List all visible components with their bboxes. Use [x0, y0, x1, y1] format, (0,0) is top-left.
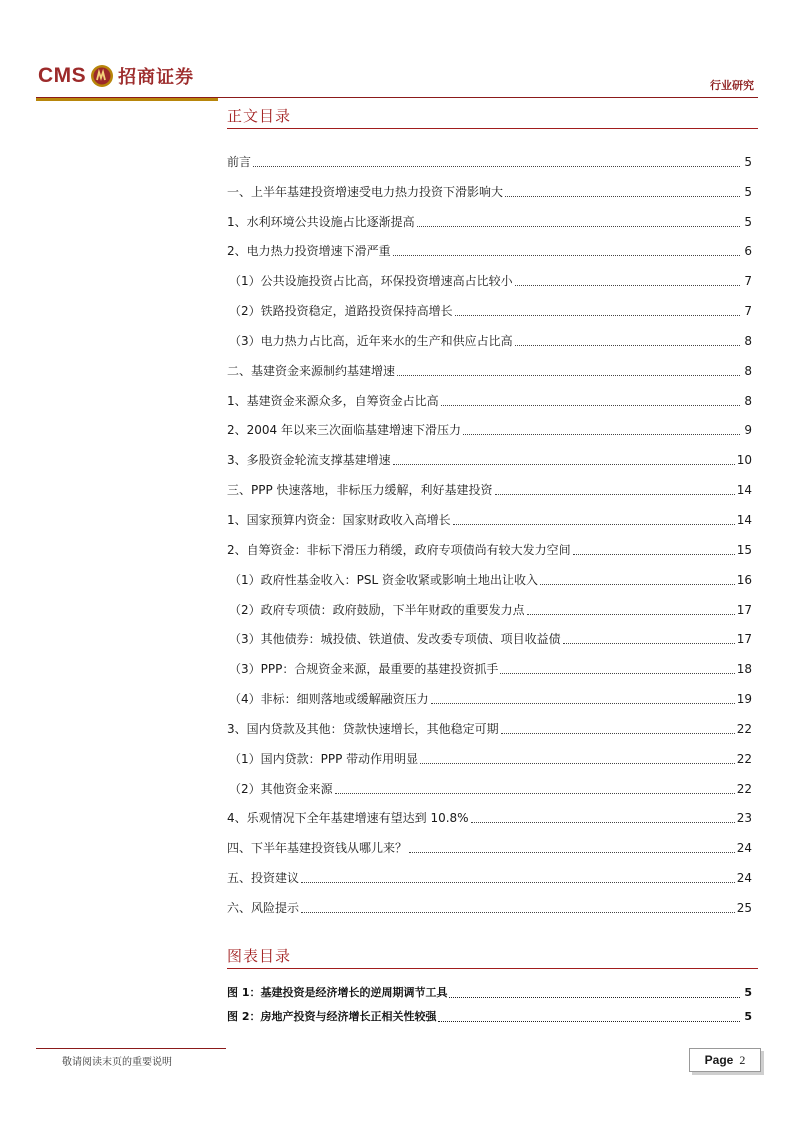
report-category: 行业研究 — [710, 79, 754, 92]
toc-entry-page-number: 14 — [736, 512, 752, 527]
dot-leader — [505, 182, 740, 197]
toc-entry[interactable] — [227, 590, 752, 620]
toc-entry-page-number: 5 — [744, 184, 752, 199]
toc-entry[interactable] — [227, 440, 752, 470]
toc-entry-text: 2、自筹资金：非标下滑压力稍缓，政府专项债尚有较大发力空间 — [227, 542, 571, 557]
dot-leader — [527, 600, 735, 615]
toc-entry[interactable] — [227, 202, 752, 232]
toc-entry-page-number: 22 — [736, 781, 752, 796]
toc-entry-text: （1）政府性基金收入：PSL 资金收紧或影响土地出让收入 — [229, 572, 538, 587]
toc-entry-text: 二、基建资金来源制约基建增速 — [227, 363, 396, 378]
toc-entry[interactable] — [227, 470, 752, 500]
dot-leader — [420, 749, 735, 764]
dot-leader — [463, 420, 740, 435]
page-label: Page — [704, 1053, 734, 1067]
dot-leader — [417, 212, 740, 227]
dot-leader — [393, 241, 740, 256]
toc-entry-page-number: 7 — [744, 304, 752, 319]
toc-entry-text: （3）PPP：合规资金来源，最重要的基建投资抓手 — [229, 662, 499, 677]
toc-entry-text: （1）公共设施投资占比高，环保投资增速高占比较小 — [229, 274, 513, 289]
toc-entry-page-number: 8 — [744, 333, 752, 348]
dot-leader — [515, 331, 740, 346]
figures-title: 图表目录 — [227, 947, 292, 965]
toc-entry-text: 2、电力热力投资增速下滑严重 — [227, 244, 391, 259]
dot-leader — [453, 510, 735, 525]
toc-entry[interactable] — [227, 232, 752, 262]
dot-leader — [500, 659, 734, 674]
toc-entry-page-number: 16 — [736, 572, 752, 587]
footer-disclaimer: 敬请阅读末页的重要说明 — [62, 1057, 172, 1068]
dot-leader — [431, 689, 735, 704]
dot-leader — [495, 480, 735, 495]
toc-entry[interactable] — [227, 769, 752, 799]
toc-entry[interactable] — [227, 142, 752, 172]
dot-leader — [563, 629, 735, 644]
page-number: 2 — [739, 1052, 746, 1067]
toc-entry-page-number: 9 — [744, 423, 752, 438]
toc-entry[interactable] — [227, 500, 752, 530]
toc-entry-page-number: 25 — [736, 900, 752, 915]
toc-entry-page-number: 19 — [736, 692, 752, 707]
toc-entry[interactable] — [227, 858, 752, 888]
figure-entry-page-number: 5 — [744, 986, 752, 999]
footer-divider — [36, 1048, 226, 1049]
toc-entry[interactable] — [227, 799, 752, 829]
toc-entry-text: 四、下半年基建投资钱从哪儿来？ — [227, 841, 408, 856]
toc-entry-text: 1、国家预算内资金：国家财政收入高增长 — [227, 512, 451, 527]
toc-entry[interactable] — [227, 172, 752, 202]
logo-text-en: CMS — [38, 64, 87, 87]
dot-leader — [455, 301, 740, 316]
dot-leader — [335, 779, 735, 794]
toc-entry[interactable] — [227, 261, 752, 291]
company-logo — [38, 62, 194, 90]
toc-entry-page-number: 5 — [744, 154, 752, 169]
toc-entry-page-number: 7 — [744, 274, 752, 289]
dot-leader — [540, 570, 735, 585]
toc-entry-page-number: 17 — [736, 602, 752, 617]
logo-text-cn: 招商证券 — [118, 67, 195, 88]
toc-entry[interactable] — [227, 888, 752, 918]
toc-entry-text: 前言 — [227, 154, 252, 169]
toc-entry-text: （4）非标：细则落地或缓解融资压力 — [229, 692, 429, 707]
toc-entry[interactable] — [227, 321, 752, 351]
figure-entry[interactable] — [227, 1002, 752, 1026]
toc-entry-text: 3、多股资金轮流支撑基建增速 — [227, 453, 391, 468]
figure-entry[interactable] — [227, 978, 752, 1002]
toc-entry[interactable] — [227, 828, 752, 858]
dot-leader — [449, 983, 740, 998]
toc-entry[interactable] — [227, 351, 752, 381]
toc-entry-text: 三、PPP 快速落地，非标压力缓解，利好基建投资 — [227, 483, 493, 498]
logo-emblem-icon — [90, 64, 114, 88]
toc-entry-page-number: 14 — [736, 483, 752, 498]
toc-entry-text: 3、国内贷款及其他：贷款快速增长，其他稳定可期 — [227, 721, 499, 736]
dot-leader — [397, 361, 740, 376]
toc-entry-page-number: 8 — [744, 393, 752, 408]
toc-entry[interactable] — [227, 291, 752, 321]
toc-entry-page-number: 24 — [736, 841, 752, 856]
toc-entry-page-number: 18 — [736, 662, 752, 677]
dot-leader — [471, 808, 735, 823]
toc-entry-page-number: 23 — [736, 811, 752, 826]
toc-entry-page-number: 15 — [736, 542, 752, 557]
dot-leader — [301, 898, 735, 913]
toc-entry-text: 五、投资建议 — [227, 871, 300, 886]
table-of-contents — [227, 142, 752, 918]
toc-entry-text: （2）铁路投资稳定，道路投资保持高增长 — [229, 304, 453, 319]
toc-entry-text: （2）其他资金来源 — [229, 781, 333, 796]
page-indicator — [689, 1048, 761, 1072]
dot-leader — [441, 391, 740, 406]
dot-leader — [438, 1007, 740, 1022]
dot-leader — [515, 271, 740, 286]
toc-entry-page-number: 6 — [744, 244, 752, 259]
toc-entry-text: 2、2004 年以来三次面临基建增速下滑压力 — [227, 423, 461, 438]
toc-entry-page-number: 22 — [736, 721, 752, 736]
toc-entry[interactable] — [227, 381, 752, 411]
toc-entry-page-number: 17 — [736, 632, 752, 647]
dot-leader — [409, 838, 735, 853]
header-accent-bar — [36, 98, 218, 101]
toc-entry-text: （3）其他债券：城投债、铁道债、发改委专项债、项目收益债 — [229, 632, 561, 647]
toc-entry-page-number: 8 — [744, 363, 752, 378]
toc-entry[interactable] — [227, 739, 752, 769]
toc-entry-page-number: 24 — [736, 871, 752, 886]
toc-entry-text: （1）国内贷款：PPP 带动作用明显 — [229, 751, 419, 766]
toc-entry[interactable] — [227, 560, 752, 590]
toc-entry-page-number: 10 — [736, 453, 752, 468]
dot-leader — [573, 540, 735, 555]
toc-entry-text: 4、乐观情况下全年基建增速有望达到 10.8% — [227, 811, 469, 826]
dot-leader — [501, 719, 735, 734]
dot-leader — [253, 152, 740, 167]
figure-list — [227, 978, 752, 1026]
figure-entry-text: 图 1：基建投资是经济增长的逆周期调节工具 — [227, 986, 448, 999]
toc-entry-text: 1、基建资金来源众多，自筹资金占比高 — [227, 393, 439, 408]
toc-entry-page-number: 5 — [744, 214, 752, 229]
toc-entry[interactable] — [227, 709, 752, 739]
toc-entry-text: 1、水利环境公共设施占比逐渐提高 — [227, 214, 415, 229]
toc-entry-text: （3）电力热力占比高，近年来水的生产和供应占比高 — [229, 333, 513, 348]
figures-title-rule — [227, 968, 758, 969]
toc-entry-text: 一、上半年基建投资增速受电力热力投资下滑影响大 — [227, 184, 504, 199]
figure-entry-text: 图 2：房地产投资与经济增长正相关性较强 — [227, 1010, 437, 1023]
toc-title: 正文目录 — [227, 107, 292, 125]
dot-leader — [301, 868, 735, 883]
figure-entry-page-number: 5 — [744, 1010, 752, 1023]
toc-entry[interactable] — [227, 530, 752, 560]
toc-title-rule — [227, 128, 758, 129]
toc-entry[interactable] — [227, 679, 752, 709]
toc-entry[interactable] — [227, 411, 752, 441]
toc-entry-text: （2）政府专项债：政府鼓励，下半年财政的重要发力点 — [229, 602, 525, 617]
toc-entry[interactable] — [227, 649, 752, 679]
dot-leader — [393, 450, 735, 465]
toc-entry[interactable] — [227, 620, 752, 650]
toc-entry-page-number: 22 — [736, 751, 752, 766]
toc-entry-text: 六、风险提示 — [227, 900, 300, 915]
